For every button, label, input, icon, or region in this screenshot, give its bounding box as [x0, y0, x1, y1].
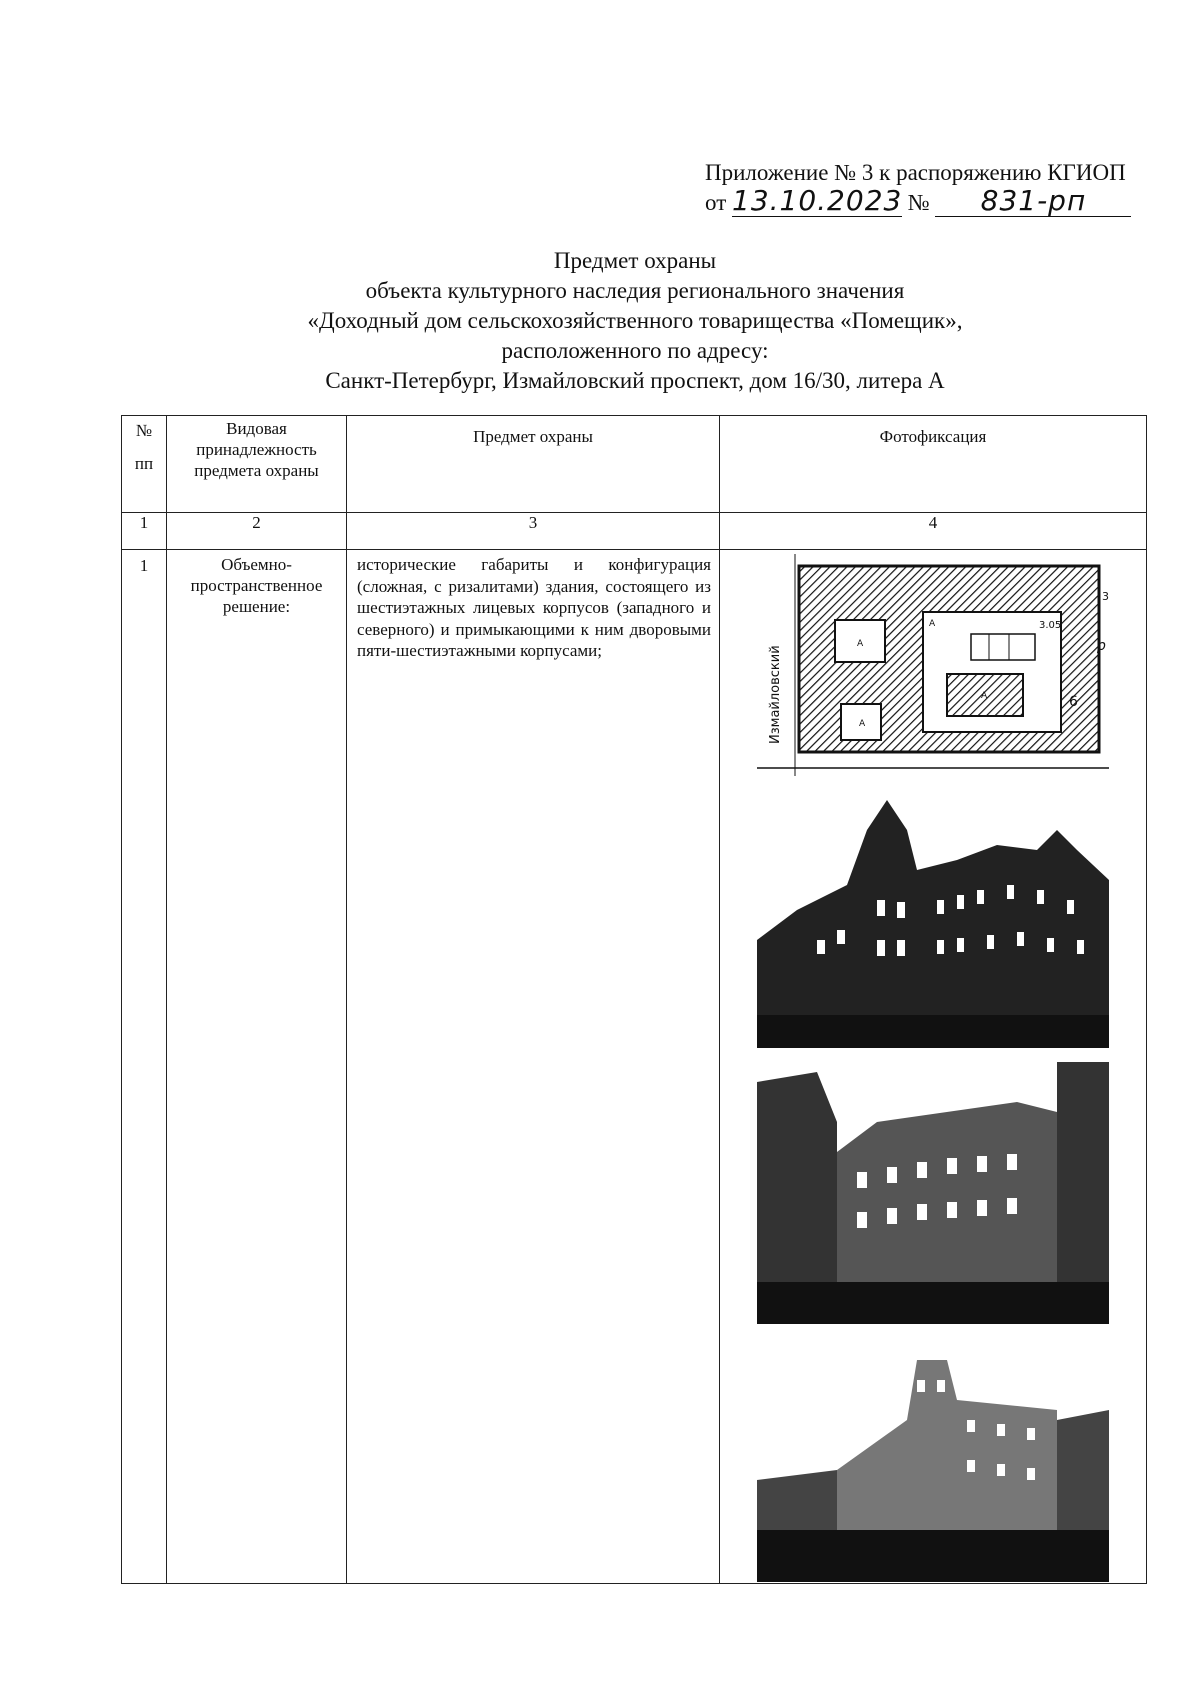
title-line-3: «Доходный дом сельскохозяйственного товарищества «Помещик», — [307, 308, 963, 333]
street-label: Измайловский — [768, 645, 783, 744]
appendix-line: Приложение № 3 к распоряжению КГИОП — [705, 160, 1126, 185]
plan-label: А — [859, 719, 866, 729]
column-number-3: 3 — [347, 513, 720, 550]
plan-label: А — [981, 691, 988, 701]
column-number-4: 4 — [720, 513, 1147, 550]
photo-fixation-cell — [720, 550, 1147, 1584]
document-title — [0, 246, 1200, 396]
protection-subject-table — [121, 415, 1147, 1584]
site-plan-image — [757, 554, 1109, 776]
handwritten-number: 831-рп — [980, 184, 1087, 217]
plan-label: р — [1097, 638, 1106, 654]
header-number — [122, 416, 167, 513]
table-header-row — [122, 416, 1147, 513]
row-type-line-2: пространственное — [190, 576, 323, 595]
plan-label: 6 — [1069, 694, 1078, 710]
column-number-1: 1 — [122, 513, 167, 550]
title-line-2: объекта культурного наследия регионального значения — [365, 278, 905, 303]
building-photo-courtyard — [757, 1062, 1109, 1324]
header-number-pp: пп — [134, 454, 154, 473]
handwritten-date: 13.10.2023 — [732, 184, 903, 217]
row-type-line-3: решение: — [222, 597, 291, 616]
plan-label: 3 — [1102, 590, 1109, 603]
column-number-2: 2 — [167, 513, 347, 550]
building-photo-corner — [757, 790, 1109, 1048]
row-number: 1 — [122, 550, 167, 1584]
header-photo: Фотофиксация — [720, 416, 1147, 513]
table-row — [122, 550, 1147, 1584]
date-field — [732, 184, 903, 217]
order-date-number-line — [705, 184, 1131, 218]
row-subject: исторические габариты и конфигурация (сложная, с ризалитами) здания, состоящего из шестиэтажных лицевых корпусов (западного и северного) и примыкающими к ним дворовыми пяти-шестиэтажными корпусами; — [347, 550, 720, 1584]
plan-label: А — [857, 639, 864, 649]
header-subject: Предмет охраны — [347, 416, 720, 513]
header-number-sign: № — [135, 421, 153, 440]
header-type-line-2: принадлежность — [196, 440, 317, 459]
building-photo-street — [757, 1360, 1109, 1582]
plan-label: А — [929, 619, 936, 629]
row-type-line-1: Объемно- — [221, 555, 292, 574]
header-type — [167, 416, 347, 513]
appendix-reference — [705, 158, 1131, 218]
title-line-5: Санкт-Петербург, Измайловский проспект, дом 16/30, литера А — [325, 368, 945, 393]
title-line-4: расположенного по адресу: — [501, 338, 769, 363]
number-field — [935, 184, 1131, 217]
header-type-line-3: предмета охраны — [194, 461, 319, 480]
header-type-line-1: Видовая — [226, 419, 287, 438]
number-prefix: № — [907, 190, 930, 215]
column-number-row — [122, 513, 1147, 550]
title-line-1: Предмет охраны — [553, 248, 717, 273]
row-type — [167, 550, 347, 1584]
plan-label: 3.05 — [1039, 620, 1062, 631]
date-prefix: от — [705, 190, 727, 215]
